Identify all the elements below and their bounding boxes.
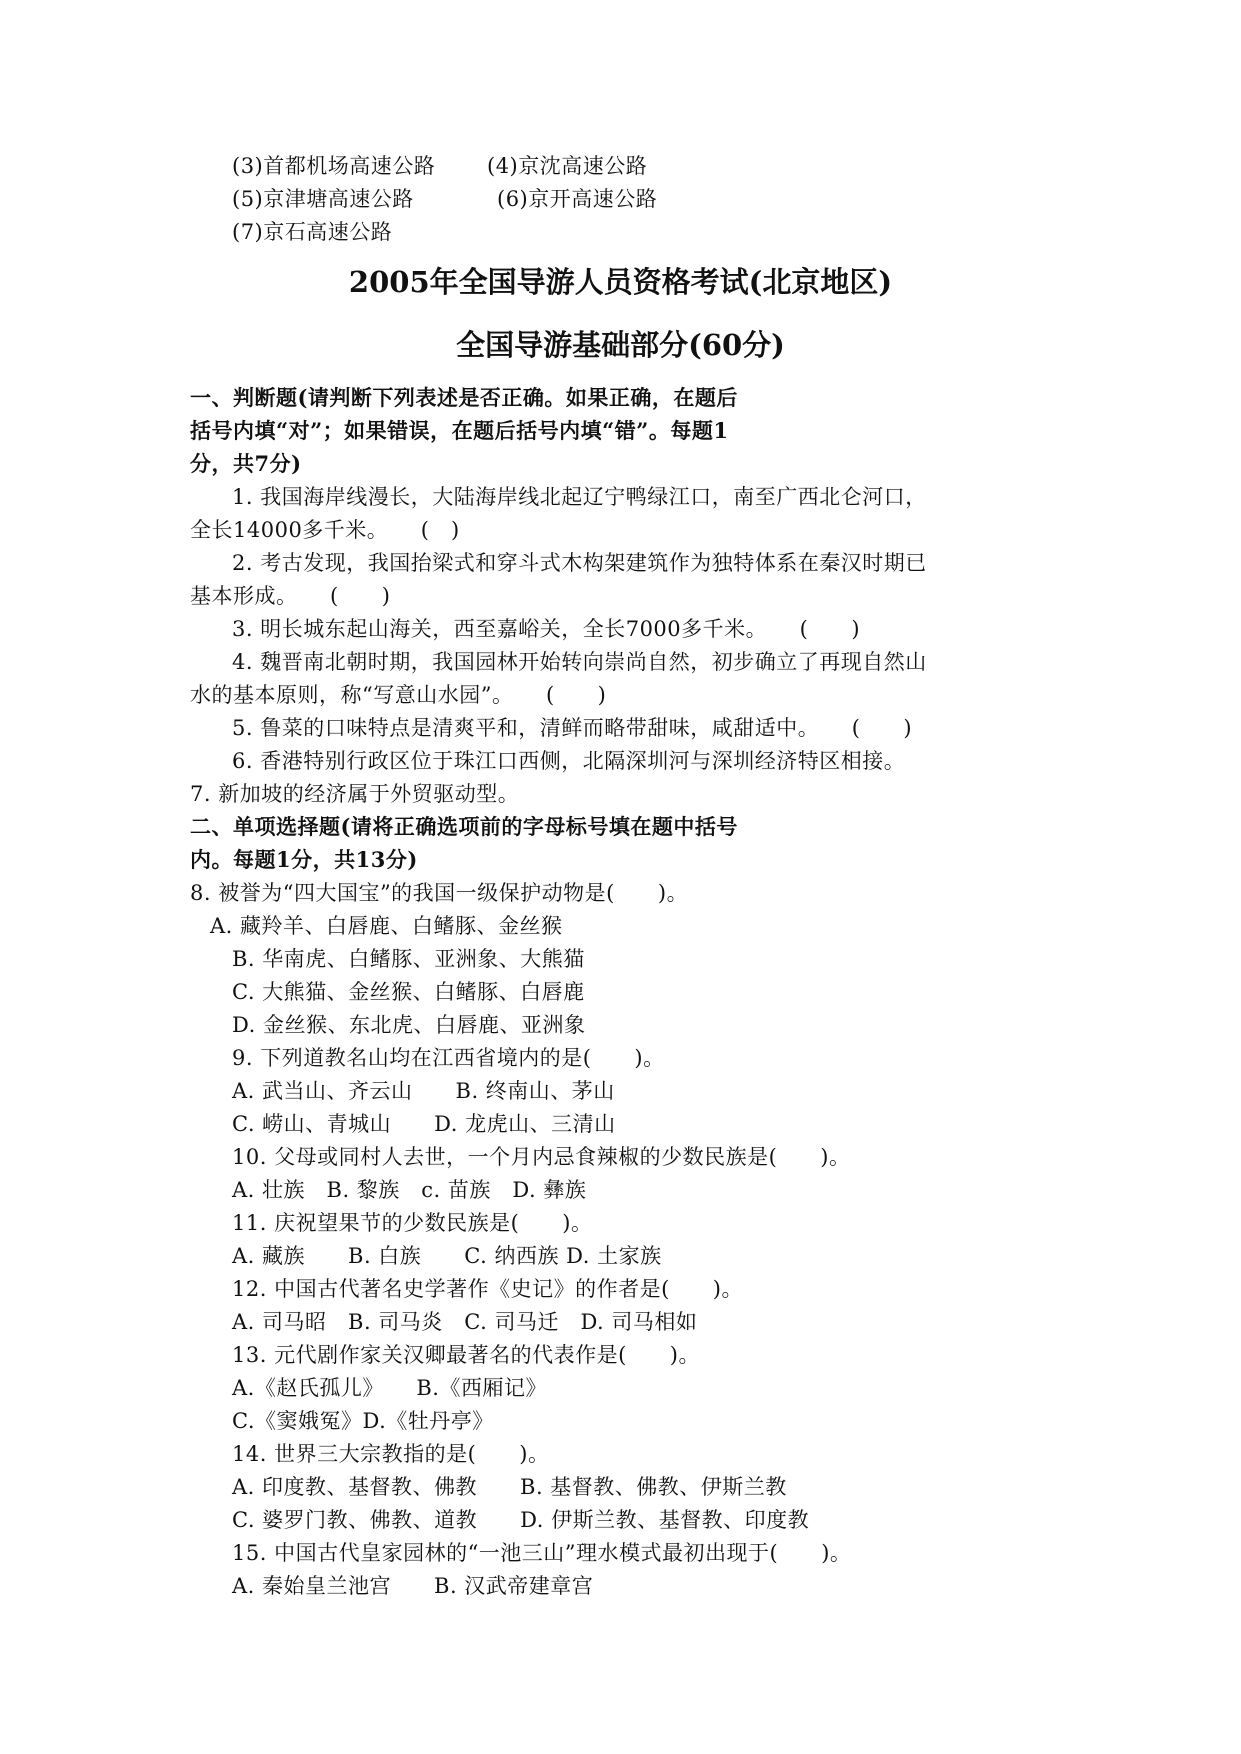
question-14-options-cd: C. 婆罗门教、佛教、道教 D. 伊斯兰教、基督教、印度教 xyxy=(232,1508,810,1532)
question-4-line1: 4. 魏晋南北朝时期，我国园林开始转向崇尚自然，初步确立了再现自然山 xyxy=(232,650,927,674)
section2-heading-line1: 二、单项选择题(请将正确选项前的字母标号填在题中括号 xyxy=(190,814,738,839)
question-13-options-ab: A.《赵氏孤儿》 B.《西厢记》 xyxy=(232,1376,547,1400)
highway-item-6: (6)京开高速公路 xyxy=(497,187,658,211)
question-1-line1: 1. 我国海岸线漫长，大陆海岸线北起辽宁鸭绿江口，南至广西北仑河口， xyxy=(232,485,927,509)
question-5: 5. 鲁菜的口味特点是清爽平和，清鲜而略带甜味，咸甜适中。 ( ) xyxy=(232,716,913,740)
exam-title: 2005年全国导游人员资格考试(北京地区) xyxy=(348,265,893,299)
question-8-option-d: D. 金丝猴、东北虎、白唇鹿、亚洲象 xyxy=(232,1013,586,1037)
question-8-option-c: C. 大熊猫、金丝猴、白鳍豚、白唇鹿 xyxy=(232,980,585,1004)
question-14-options-ab: A. 印度教、基督教、佛教 B. 基督教、佛教、伊斯兰教 xyxy=(232,1475,787,1499)
question-13-options-cd: C.《窦娥冤》D.《牡丹亭》 xyxy=(232,1409,494,1433)
question-12: 12. 中国古代著名史学著作《史记》的作者是( )。 xyxy=(232,1277,743,1301)
question-4-line2: 水的基本原则，称“写意山水园”。 ( ) xyxy=(190,683,607,707)
question-10-options: A. 壮族 B. 黎族 c. 苗族 D. 彝族 xyxy=(232,1178,587,1202)
question-6: 6. 香港特别行政区位于珠江口西侧，北隔深圳河与深圳经济特区相接。 xyxy=(232,749,906,773)
question-15-options-ab: A. 秦始皇兰池宫 B. 汉武帝建章宫 xyxy=(232,1574,594,1598)
highway-item-4: (4)京沈高速公路 xyxy=(487,154,648,178)
section1-heading-line2: 括号内填“对”；如果错误，在题后括号内填“错”。每题1 xyxy=(190,418,729,443)
question-9-options-ab: A. 武当山、齐云山 B. 终南山、茅山 xyxy=(232,1079,615,1103)
question-9-options-cd: C. 崂山、青城山 D. 龙虎山、三清山 xyxy=(232,1112,616,1136)
highway-item-7: (7)京石高速公路 xyxy=(232,220,393,244)
question-7: 7. 新加坡的经济属于外贸驱动型。 xyxy=(190,782,520,806)
question-12-options: A. 司马昭 B. 司马炎 C. 司马迁 D. 司马相如 xyxy=(232,1310,698,1334)
question-14: 14. 世界三大宗教指的是( )。 xyxy=(232,1442,550,1466)
question-8-option-a: A. 藏羚羊、白唇鹿、白鳍豚、金丝猴 xyxy=(210,914,563,938)
question-8-option-b: B. 华南虎、白鳍豚、亚洲象、大熊猫 xyxy=(232,947,585,971)
exam-subtitle: 全国导游基础部分(60分) xyxy=(456,328,785,362)
question-15: 15. 中国古代皇家园林的“一池三山”理水模式最初出现于( )。 xyxy=(232,1541,852,1565)
question-10: 10. 父母或同村人去世，一个月内忌食辣椒的少数民族是( )。 xyxy=(232,1145,851,1169)
highway-item-5: (5)京津塘高速公路 xyxy=(232,187,414,211)
question-2-line1: 2. 考古发现，我国抬梁式和穿斗式木构架建筑作为独特体系在秦汉时期已 xyxy=(232,551,927,575)
question-13: 13. 元代剧作家关汉卿最著名的代表作是( )。 xyxy=(232,1343,700,1367)
question-1-line2: 全长14000多千米。 ( ) xyxy=(190,518,460,542)
section1-heading-line1: 一、判断题(请判断下列表述是否正确。如果正确，在题后 xyxy=(190,385,738,410)
question-3: 3. 明长城东起山海关，西至嘉峪关，全长7000多千米。 ( ) xyxy=(232,617,861,641)
section2-heading-line2: 内。每题1分，共13分) xyxy=(190,847,418,872)
section1-heading-line3: 分，共7分) xyxy=(190,451,302,476)
question-9: 9. 下列道教名山均在江西省境内的是( )。 xyxy=(232,1046,665,1070)
question-8: 8. 被誉为“四大国宝”的我国一级保护动物是( )。 xyxy=(190,881,689,905)
question-11-options: A. 藏族 B. 白族 C. 纳西族 D. 土家族 xyxy=(232,1244,662,1268)
highway-item-3: (3)首都机场高速公路 xyxy=(232,154,436,178)
question-11: 11. 庆祝望果节的少数民族是( )。 xyxy=(232,1211,593,1235)
question-2-line2: 基本形成。 ( ) xyxy=(190,584,391,608)
